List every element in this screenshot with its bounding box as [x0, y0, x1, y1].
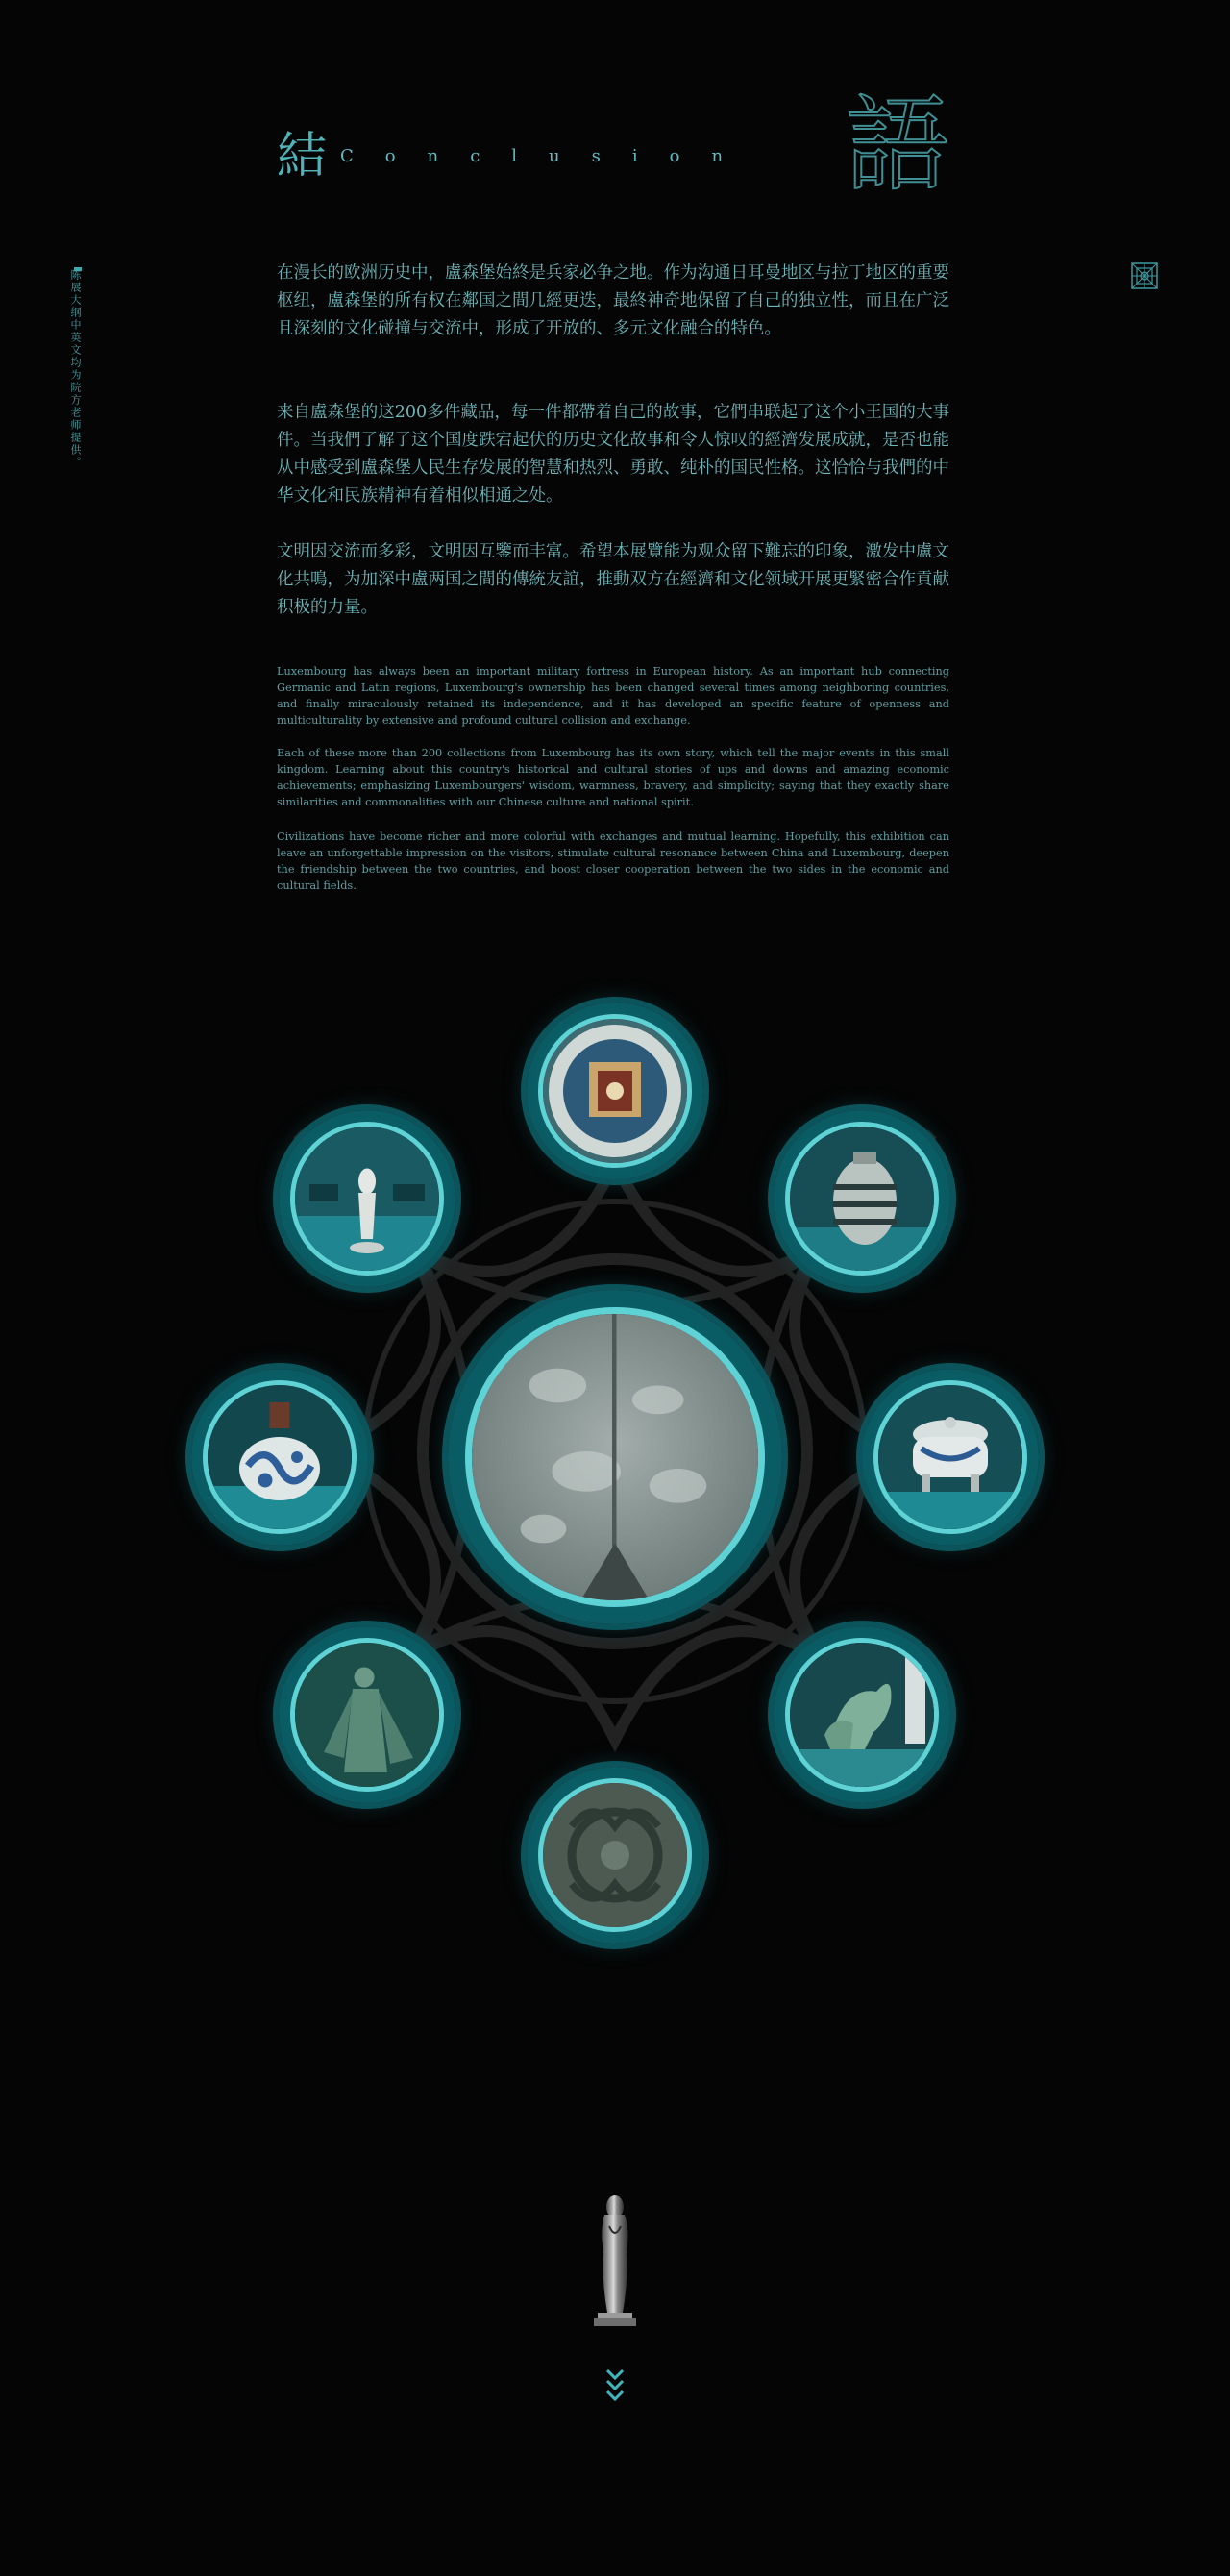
fabric-center-photo — [465, 1307, 765, 1607]
chevron-down-icon[interactable] — [603, 2366, 627, 2405]
statue-accent — [580, 2523, 581, 2524]
exhibit-photo-top-left[interactable] — [279, 1110, 455, 1287]
horse-sculpture-photo — [785, 1638, 939, 1792]
silver-statue-figure — [578, 2526, 652, 2527]
lattice-ornament-icon — [1130, 261, 1159, 290]
bronze-statue — [577, 2518, 578, 2519]
header-title: Conclusion — [340, 146, 755, 166]
statue-illustration — [577, 2518, 653, 2576]
cn-paragraph-3: 文明因交流而多彩，文明因互鑒而丰富。希望本展覽能为观众留下難忘的印象，激发中盧文化共鳴，为加深中盧两国之間的傳統友誼，推動双方在經濟和文化领域开展更緊密合作貢献积极的力量。 — [277, 542, 949, 617]
en-paragraph-1: Luxembourg has always been an important military fortress in European history. As an important hub connecting Germanic and Latin regions, Luxembourg's ownership has been changed several times among neighboring countries, and finally miraculously retained its independence, and it has developed an specific feature of openness and multiculturality by extensive and profound cultural collision and exchange. — [277, 665, 949, 727]
lidded-tureen-photo — [873, 1380, 1027, 1534]
exhibit-photo-center[interactable] — [448, 1290, 782, 1624]
woman-statue-photo — [290, 1638, 444, 1792]
header-char-left: 結 — [277, 128, 328, 186]
en-paragraph-3: Civilizations have become richer and more colorful with exchanges and mutual learning. Hopefully, this exhibition can leave an unforgettable impression on the visitors, stimulate cultural resonance between China and Luxembourg, deepen the friendship between the two countries, and boost closer cooperation between the two sides in the economic and cultural fields. — [277, 830, 949, 892]
exhibit-photo-bottom-right[interactable] — [774, 1626, 950, 1803]
header-char-right: 語 — [845, 86, 949, 206]
ornate-plate-photo — [538, 1014, 692, 1168]
cn-paragraph-1: 在漫长的欧洲历史中，盧森堡始終是兵家必争之地。作为沟通日耳曼地区与拉丁地区的重要枢纽，盧森堡的所有权在鄰国之間几經更迭，最終神奇地保留了自己的独立性，而且在广泛且深刻的文化碰撞与交流中，形成了开放的、多元文化融合的特色。 — [277, 263, 949, 338]
bronze-statue-figure — [584, 2523, 646, 2524]
exhibit-photo-right[interactable] — [862, 1369, 1039, 1546]
exhibit-photo-top[interactable] — [527, 1003, 703, 1179]
side-note: 陈展大纲中英文均为院方老师提供。 — [69, 269, 82, 469]
section-header — [277, 86, 949, 206]
exhibit-photo-left[interactable] — [191, 1369, 368, 1546]
porcelain-vase-photo — [203, 1380, 357, 1534]
standing-figure-sculpture — [580, 2193, 650, 2328]
exhibit-photo-top-right[interactable] — [774, 1110, 950, 1287]
cn-paragraph-2: 来自盧森堡的这200多件藏品，每一件都帶着自己的故事，它們串联起了这个小王国的大事件。当我們了解了这个国度跌宕起伏的历史文化故事和令人惊叹的經濟发展成就，是否也能从中感受到盧森堡人民生存发展的智慧和热烈、勇敢、纯朴的国民性格。这恰恰与我們的中华文化和民族精神有着相似相通之处。 — [277, 403, 949, 506]
en-paragraph-2: Each of these more than 200 collections from Luxembourg has its own story, which tell the major events in this small kingdom. Learning about this country's historical and cultural stories of ups and downs and amazing economic achievements; emphasizing Luxembourgers' wisdom, warmness, bravery, and simplicity; saying that they exactly share similarities and commonalities with our Chinese culture and national spirit. — [277, 747, 949, 808]
exhibit-photo-bottom-left[interactable] — [279, 1626, 455, 1803]
statue-visible — [580, 2526, 581, 2527]
carved-relief-photo — [538, 1778, 692, 1932]
exhibit-photo-bottom[interactable] — [527, 1767, 703, 1944]
striped-vase-photo — [785, 1122, 939, 1276]
figurine-photo — [290, 1122, 444, 1276]
